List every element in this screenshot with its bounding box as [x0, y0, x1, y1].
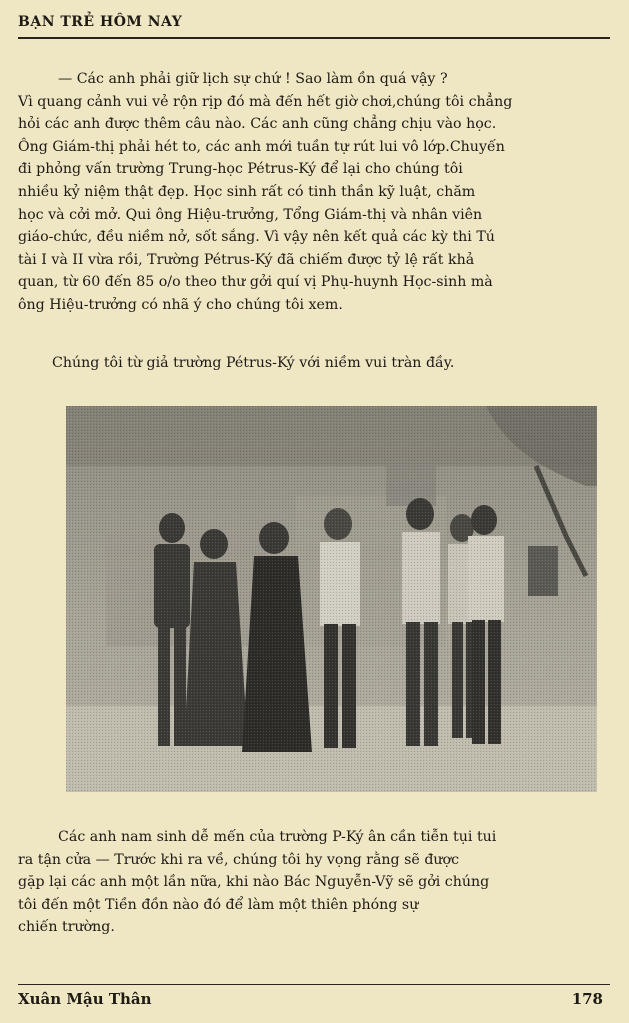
paragraph-line: học và cởi mở. Qui ông Hiệu-trưởng, Tổng Giám-thị và nhân viên [18, 206, 483, 223]
paragraph-line: — Các anh phải giữ lịch sự chứ ! Sao làm ồn quá vậy ? [58, 71, 448, 87]
paragraph-line: nhiều kỷ niệm thật đẹp. Học sinh rất có tinh thần kỹ luật, chăm [18, 183, 476, 200]
paragraph-line: hỏi các anh được thêm câu nào. Các anh cũng chẳng chịu vào học. [18, 116, 497, 133]
group-photo-illustration [66, 406, 597, 792]
caption-line: tôi đến một Tiền đồn nào đó để làm một thiên phóng sự [18, 896, 419, 913]
group-photo [66, 406, 597, 792]
header-rule [18, 37, 610, 39]
body-paragraph [18, 68, 610, 317]
closing-paragraph [18, 352, 610, 375]
paragraph-line: Chúng tôi từ giả trường Pétrus-Ký với niềm vui tràn đầy. [52, 355, 455, 371]
paragraph-line: tài I và II vừa rồi, Trường Pétrus-Ký đã chiếm được tỷ lệ rất khả [18, 251, 475, 268]
paragraph-line: Vì quang cảnh vui vẻ rộn rịp đó mà đến hết giờ chơi,chúng tôi chẳng [18, 93, 513, 110]
caption-line: Các anh nam sinh dễ mến của trường P-Ký ân cần tiễn tụi tui [58, 829, 497, 845]
photo-caption [18, 826, 610, 939]
page-number: 178 [571, 990, 603, 1008]
paragraph-line: giáo-chức, đều niềm nở, sốt sắng. Vì vậy nên kết quả các kỳ thi Tú [18, 229, 495, 246]
paragraph-line: ông Hiệu-trưởng có nhã ý cho chúng tôi xem. [18, 296, 343, 313]
issue-title: Xuân Mậu Thân [18, 990, 152, 1008]
running-header: BẠN TRẺ HÔM NAY [18, 14, 183, 30]
paragraph-line: quan, từ 60 đến 85 o/o theo thư gởi quí vị Phụ-huynh Học-sinh mà [18, 274, 493, 291]
footer-rule [18, 984, 610, 985]
paragraph-line: đi phỏng vấn trường Trung-học Pétrus-Ký để lại cho chúng tôi [18, 161, 463, 178]
caption-line: gặp lại các anh một lần nữa, khi nào Bác Nguyễn-Vỹ sẽ gởi chúng [18, 874, 490, 891]
paragraph-line: Ông Giám-thị phải hét to, các anh mới tuần tự rút lui vô lớp.Chuyến [18, 138, 505, 155]
caption-line: chiến trường. [18, 919, 115, 936]
caption-line: ra tận cửa — Trước khi ra về, chúng tôi hy vọng rằng sẽ được [18, 851, 460, 868]
